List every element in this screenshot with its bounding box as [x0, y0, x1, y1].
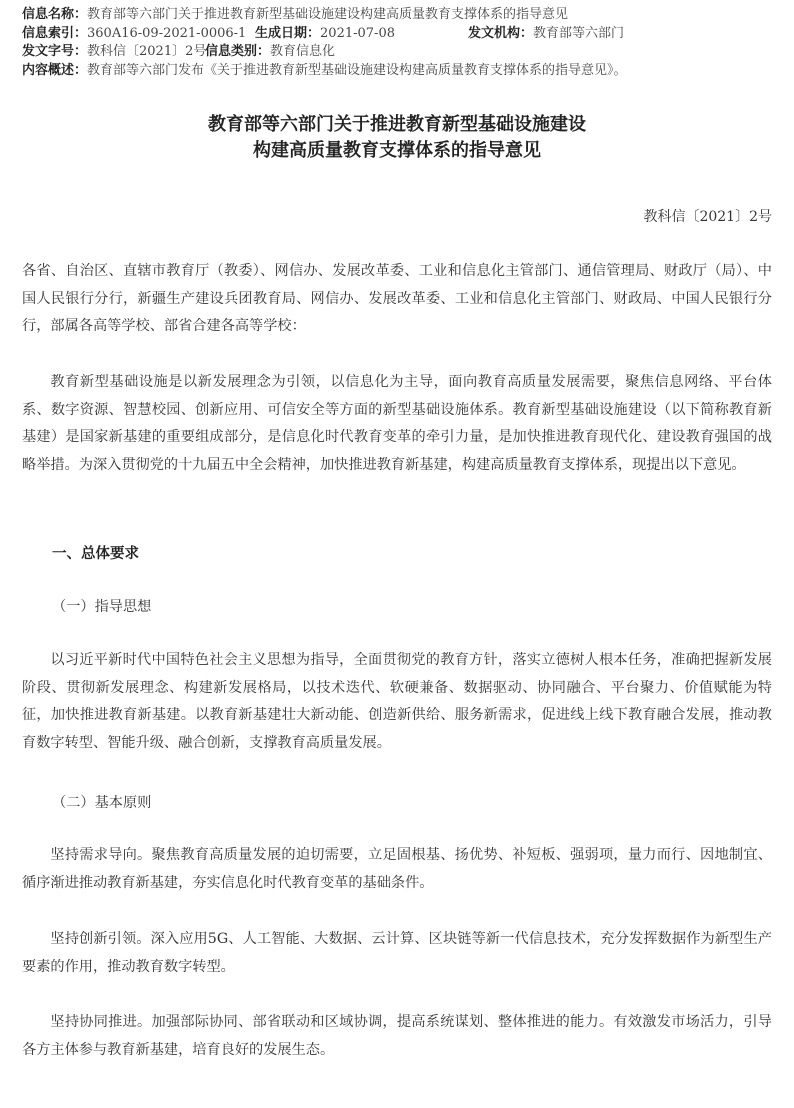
subheading-guiding-ideology: （一）指导思想 — [52, 599, 152, 615]
addressees-paragraph: 各省、自治区、直辖市教育厅（教委）、网信办、发展改革委、工业和信息化主管部门、通信管理局、财政厅（局）、中国人民银行分行，新疆生产建设兵团教育局、网信办、发展改革委、工业和信息化主管部门、财政局、中国人民银行分行，部属各高等学校、部省合建各高等学校： — [22, 263, 772, 334]
document-title-line-2: 构建高质量教育支撑体系的指导意见 — [253, 140, 541, 161]
meta-row-docno — [22, 43, 782, 62]
document-title-line-1: 教育部等六部门关于推进教育新型基础设施建设 — [208, 114, 586, 135]
info-name-label: 信息名称： — [22, 7, 88, 22]
summary-value: 教育部等六部门发布《关于推进教育新型基础设施建设构建高质量教育支撑体系的指导意见》。 — [87, 62, 627, 78]
generated-date-label: 生成日期： — [255, 25, 321, 41]
section-heading-general-requirements: 一、总体要求 — [52, 546, 139, 562]
doc-number-label: 发文字号： — [22, 44, 88, 59]
generated-date-value: 2021-07-08 — [320, 25, 395, 41]
subheading-basic-principles: （二）基本原则 — [52, 795, 152, 811]
issuing-org-value: 教育部等六部门 — [533, 25, 625, 41]
document-title — [0, 112, 794, 164]
meta-row-summary — [22, 62, 782, 81]
info-name-value: 教育部等六部门关于推进教育新型基础设施建设构建高质量教育支撑体系的指导意见 — [87, 7, 569, 22]
principle-coordinated-advance: 坚持协同推进。加强部际协同、部省联动和区域协调，提高系统谋划、整体推进的能力。有效激发市场活力，引导各方主体参与教育新基建，培育良好的发展生态。 — [22, 1014, 772, 1058]
principle-demand-oriented: 坚持需求导向。聚焦教育高质量发展的迫切需要，立足固根基、扬优势、补短板、强弱项，量力而行、因地制宜、循序渐进推动教育新基建，夯实信息化时代教育变革的基础条件。 — [22, 847, 772, 891]
info-index-label: 信息索引： — [22, 25, 88, 41]
principle-innovation-led: 坚持创新引领。深入应用5G、人工智能、大数据、云计算、区块链等新一代信息技术，充分发挥数据作为新型生产要素的作用，推动教育数字转型。 — [22, 931, 772, 975]
intro-paragraph: 教育新型基础设施是以新发展理念为引领，以信息化为主导，面向教育高质量发展需要，聚焦信息网络、平台体系、数字资源、智慧校园、创新应用、可信安全等方面的新型基础设施体系。教育新型基础设施建设（以下简称教育新基建）是国家新基建的重要组成部分，是信息化时代教育变革的牵引力量，是加快推进教育现代化、建设教育强国的战略举措。为深入贯彻党的十九届五中全会精神，加快推进教育新基建，构建高质量教育支撑体系，现提出以下意见。 — [22, 374, 772, 473]
info-category-label: 信息类别： — [205, 44, 271, 59]
summary-label: 内容概述： — [22, 62, 88, 78]
guiding-ideology-paragraph: 以习近平新时代中国特色社会主义思想为指导，全面贯彻党的教育方针，落实立德树人根本任务，准确把握新发展阶段、贯彻新发展理念、构建新发展格局，以技术迭代、软硬兼备、数据驱动、协同融合、平台聚力、价值赋能为特征，加快推进教育新基建。以教育新基建壮大新动能、创造新供给、服务新需求，促进线上线下教育融合发展，推动教育数字转型、智能升级、融合创新，支撑教育高质量发展。 — [22, 652, 772, 751]
info-metadata-panel — [22, 6, 782, 80]
doc-number-value: 教科信〔2021〕2号 — [87, 44, 207, 59]
info-category-value: 教育信息化 — [270, 44, 336, 59]
meta-row-index — [22, 25, 782, 44]
info-index-value: 360A16-09-2021-0006-1 — [87, 25, 247, 41]
issuing-org-label: 发文机构： — [468, 25, 534, 41]
meta-row-name — [22, 6, 782, 25]
document-number: 教科信〔2021〕2号 — [643, 209, 772, 225]
